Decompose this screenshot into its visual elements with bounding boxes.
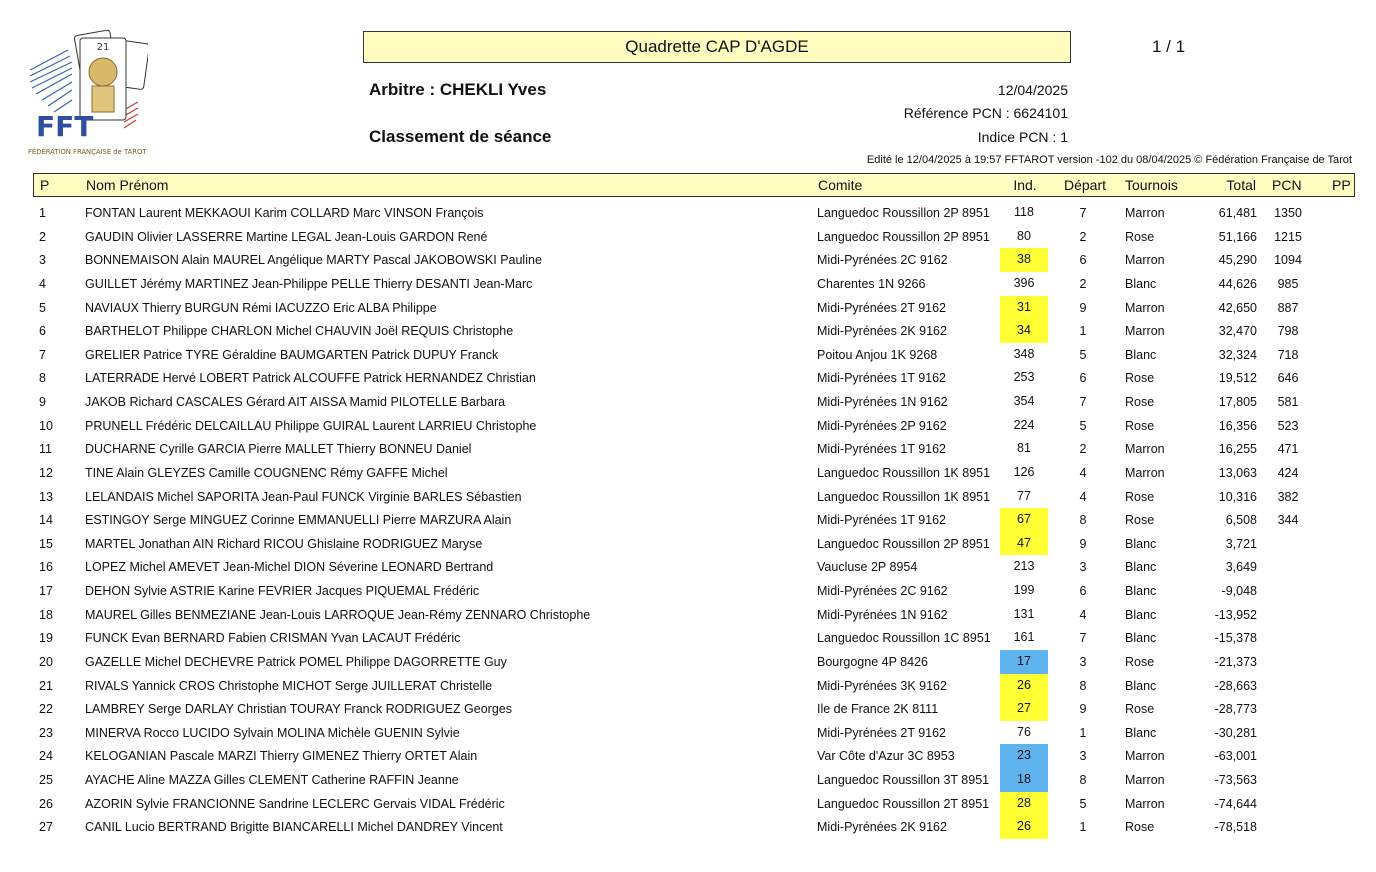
cell-rank: 12 [39, 465, 53, 480]
table-row [33, 201, 1355, 225]
reference-pcn: Référence PCN : 6624101 [903, 105, 1068, 121]
cell-tournois: Marron [1125, 206, 1165, 220]
cell-comite: Ile de France 2K 8111 [817, 702, 939, 717]
cell-rank: 11 [39, 442, 52, 457]
cell-tournois: Rose [1125, 395, 1155, 410]
cell-tournois: Marron [1125, 465, 1165, 480]
cell-tournois: Rose [1125, 513, 1155, 528]
cell-tournois: Blanc [1125, 584, 1157, 599]
cell-depart: 7 [1079, 206, 1087, 220]
cell-depart: 2 [1079, 229, 1087, 244]
cell-pcn: 798 [1277, 324, 1299, 339]
cell-total: -21,373 [1214, 654, 1257, 669]
cell-total: 61,481 [1218, 206, 1257, 220]
cell-name: PRUNELL Frédéric DELCAILLAU Philippe GUIRAL Laurent LARRIEU Christophe [85, 418, 537, 433]
table-row [33, 744, 1355, 768]
svg-text:FÉDÉRATION FRANÇAISE de TAROT: FÉDÉRATION FRANÇAISE de TAROT [28, 148, 147, 156]
cell-comite: Midi-Pyrénées 1T 9162 [817, 371, 947, 386]
cell-name: MAUREL Gilles BENMEZIANE Jean-Louis LARROQUE Jean-Rémy ZENNARO Christophe [85, 607, 591, 622]
table-row [33, 319, 1355, 343]
cell-pcn: 344 [1277, 513, 1299, 528]
cell-total: 17,805 [1218, 395, 1257, 410]
cell-comite: Languedoc Roussillon 3T 8951 [817, 773, 990, 788]
cell-name: AYACHE Aline MAZZA Gilles CLEMENT Catherine RAFFIN Jeanne [85, 773, 459, 788]
cell-name: LATERRADE Hervé LOBERT Patrick ALCOUFFE Patrick HERNANDEZ Christian [85, 371, 536, 386]
cell-name: DEHON Sylvie ASTRIE Karine FEVRIER Jacques PIQUEMAL Frédéric [85, 584, 480, 599]
indice-pcn: Indice PCN : 1 [977, 129, 1068, 145]
cell-rank: 26 [39, 796, 53, 811]
cell-tournois: Rose [1125, 702, 1155, 717]
cell-ind: 38 [1000, 248, 1048, 272]
table-row [33, 485, 1355, 509]
cell-pcn: 424 [1277, 465, 1299, 480]
cell-tournois: Blanc [1125, 276, 1157, 291]
cell-ind: 354 [1013, 394, 1035, 409]
table-row [33, 555, 1355, 579]
cell-rank: 3 [39, 253, 46, 268]
cell-rank: 15 [39, 536, 53, 551]
cell-tournois: Marron [1125, 749, 1165, 764]
cell-total: 32,324 [1218, 347, 1257, 362]
table-row [33, 390, 1355, 414]
cell-depart: 1 [1079, 820, 1087, 835]
cell-comite: Midi-Pyrénées 2C 9162 [817, 584, 948, 599]
table-row [33, 697, 1355, 721]
cell-depart: 1 [1079, 324, 1087, 339]
cell-comite: Languedoc Roussillon 2T 8951 [817, 796, 990, 811]
cell-total: -13,952 [1214, 607, 1257, 622]
cell-pcn: 382 [1277, 489, 1299, 504]
cell-rank: 7 [39, 347, 46, 362]
cell-comite: Languedoc Roussillon 1C 8951 [817, 631, 991, 646]
cell-ind: 126 [1013, 464, 1035, 479]
cell-comite: Midi-Pyrénées 2P 9162 [817, 418, 947, 433]
table-row [33, 366, 1355, 390]
cell-pcn: 1094 [1274, 253, 1302, 268]
table-row [33, 343, 1355, 367]
svg-text:FFT: FFT [36, 110, 94, 143]
cell-total: -9,048 [1221, 584, 1257, 599]
cell-tournois: Blanc [1125, 725, 1157, 740]
svg-text:21: 21 [96, 42, 110, 53]
cell-ind: 76 [1017, 724, 1031, 739]
cell-depart: 4 [1079, 489, 1087, 504]
cell-tournois: Marron [1125, 324, 1165, 339]
cell-name: CANIL Lucio BERTRAND Brigitte BIANCARELLI Michel DANDREY Vincent [85, 820, 503, 835]
cell-comite: Midi-Pyrénées 2K 9162 [817, 820, 947, 835]
table-row [33, 461, 1355, 485]
table-row [33, 792, 1355, 816]
arbitre-label: Arbitre : CHEKLI Yves [369, 80, 547, 99]
cell-name: DUCHARNE Cyrille GARCIA Pierre MALLET Thierry BONNEU Daniel [85, 442, 472, 457]
cell-tournois: Rose [1125, 418, 1155, 433]
col-pp: PP [1332, 177, 1351, 193]
cell-ind: 17 [1000, 650, 1048, 674]
cell-total: -78,518 [1214, 820, 1257, 835]
table-row [33, 603, 1355, 627]
col-ind: Ind. [1013, 177, 1037, 193]
cell-ind: 213 [1013, 559, 1035, 574]
cell-rank: 18 [39, 607, 53, 622]
cell-pcn: 718 [1277, 347, 1299, 362]
cell-name: MARTEL Jonathan AIN Richard RICOU Ghislaine RODRIGUEZ Maryse [85, 536, 483, 551]
table-row [33, 579, 1355, 603]
cell-depart: 4 [1079, 607, 1087, 622]
cell-tournois: Marron [1125, 773, 1165, 788]
cell-total: 51,166 [1218, 229, 1257, 244]
cell-name: FUNCK Evan BERNARD Fabien CRISMAN Yvan LACAUT Frédéric [85, 631, 461, 646]
cell-rank: 17 [39, 584, 53, 599]
table-row [33, 626, 1355, 650]
cell-depart: 3 [1079, 654, 1087, 669]
cell-total: 16,255 [1218, 442, 1257, 457]
cell-depart: 9 [1079, 702, 1087, 717]
cell-rank: 22 [39, 702, 53, 717]
cell-total: 44,626 [1218, 276, 1257, 291]
table-row [33, 508, 1355, 532]
cell-comite: Bourgogne 4P 8426 [817, 654, 928, 669]
cell-depart: 2 [1079, 442, 1087, 457]
cell-tournois: Blanc [1125, 631, 1157, 646]
cell-pcn: 471 [1277, 442, 1299, 457]
cell-depart: 2 [1079, 276, 1087, 291]
cell-ind: 23 [1000, 744, 1048, 768]
cell-rank: 6 [39, 324, 46, 339]
cell-depart: 4 [1079, 465, 1087, 480]
cell-ind: 26 [1000, 674, 1048, 698]
cell-total: 32,470 [1218, 324, 1257, 339]
cell-rank: 21 [39, 678, 53, 693]
cell-tournois: Rose [1125, 489, 1155, 504]
table-row [33, 815, 1355, 839]
cell-rank: 25 [39, 773, 53, 788]
cell-depart: 6 [1079, 371, 1087, 386]
cell-depart: 9 [1079, 536, 1087, 551]
cell-name: NAVIAUX Thierry BURGUN Rémi IACUZZO Eric ALBA Philippe [85, 300, 437, 315]
cell-total: -63,001 [1214, 749, 1257, 764]
cell-name: GUILLET Jérémy MARTINEZ Jean-Philippe PELLE Thierry DESANTI Jean-Marc [85, 276, 533, 291]
table-row [33, 296, 1355, 320]
cell-name: LELANDAIS Michel SAPORITA Jean-Paul FUNCK Virginie BARLES Sébastien [85, 489, 522, 504]
table-row [33, 650, 1355, 674]
cell-pcn: 1350 [1274, 206, 1302, 220]
cell-total: 42,650 [1218, 300, 1257, 315]
cell-depart: 3 [1079, 749, 1087, 764]
cell-tournois: Blanc [1125, 678, 1157, 693]
cell-ind: 34 [1000, 319, 1048, 343]
table-row [33, 768, 1355, 792]
page-number: 1 / 1 [1152, 37, 1186, 56]
cell-tournois: Rose [1125, 371, 1155, 386]
table-row [33, 532, 1355, 556]
table-row [33, 272, 1355, 296]
cell-depart: 7 [1079, 631, 1087, 646]
col-depart: Départ [1063, 177, 1107, 193]
table-row [33, 437, 1355, 461]
cell-name: MINERVA Rocco LUCIDO Sylvain MOLINA Michèle GUENIN Sylvie [85, 725, 460, 740]
table-header [33, 173, 1355, 197]
fft-logo [28, 30, 148, 160]
cell-comite: Midi-Pyrénées 1T 9162 [817, 442, 947, 457]
cell-rank: 10 [39, 418, 53, 433]
cell-depart: 8 [1079, 513, 1087, 528]
cell-rank: 1 [39, 206, 46, 220]
cell-ind: 26 [1000, 815, 1048, 839]
cell-total: 6,508 [1225, 513, 1257, 528]
cell-tournois: Blanc [1125, 607, 1157, 622]
cell-ind: 80 [1017, 228, 1031, 243]
cell-tournois: Marron [1125, 253, 1165, 268]
cell-name: JAKOB Richard CASCALES Gérard AIT AISSA Mamid PILOTELLE Barbara [85, 395, 506, 410]
cell-comite: Languedoc Roussillon 2P 8951 [817, 206, 990, 220]
cell-comite: Var Côte d'Azur 3C 8953 [817, 749, 955, 764]
cell-tournois: Blanc [1125, 560, 1157, 575]
table-row [33, 414, 1355, 438]
cell-name: BARTHELOT Philippe CHARLON Michel CHAUVIN Joël REQUIS Christophe [85, 324, 514, 339]
cell-ind: 118 [1014, 205, 1034, 219]
cell-depart: 5 [1079, 796, 1087, 811]
col-tournois: Tournois [1125, 177, 1178, 193]
cell-rank: 27 [39, 820, 53, 835]
cell-name: GAUDIN Olivier LASSERRE Martine LEGAL Jean-Louis GARDON René [85, 229, 488, 244]
cell-tournois: Rose [1125, 654, 1155, 669]
cell-comite: Charentes 1N 9266 [817, 276, 926, 291]
cell-tournois: Marron [1125, 796, 1165, 811]
cell-rank: 4 [39, 276, 46, 291]
cell-total: -74,644 [1214, 796, 1257, 811]
cell-depart: 9 [1079, 300, 1087, 315]
cell-ind: 18 [1000, 768, 1048, 792]
cell-pcn: 887 [1277, 300, 1299, 315]
cell-comite: Languedoc Roussillon 2P 8951 [817, 229, 990, 244]
date: 12/04/2025 [997, 82, 1068, 98]
col-total: Total [1226, 177, 1256, 193]
cell-ind: 396 [1013, 275, 1035, 290]
cell-rank: 8 [39, 371, 46, 386]
cell-name: TINE Alain GLEYZES Camille COUGNENC Rémy GAFFE Michel [85, 465, 448, 480]
cell-ind: 31 [1000, 296, 1048, 320]
cell-total: -73,563 [1214, 773, 1257, 788]
cell-name: LOPEZ Michel AMEVET Jean-Michel DION Séverine LEONARD Bertrand [85, 560, 494, 575]
cell-name: GAZELLE Michel DECHEVRE Patrick POMEL Philippe DAGORRETTE Guy [85, 654, 507, 669]
cell-tournois: Rose [1125, 820, 1155, 835]
cell-total: -28,663 [1214, 678, 1257, 693]
cell-comite: Languedoc Roussillon 2P 8951 [817, 536, 990, 551]
cell-total: -28,773 [1214, 702, 1257, 717]
cell-ind: 224 [1013, 417, 1035, 432]
cell-tournois: Marron [1125, 300, 1165, 315]
cell-depart: 6 [1079, 253, 1087, 268]
cell-tournois: Marron [1125, 442, 1165, 457]
cell-rank: 19 [39, 631, 53, 646]
cell-tournois: Rose [1125, 229, 1155, 244]
cell-comite: Midi-Pyrénées 2T 9162 [817, 300, 947, 315]
cell-name: LAMBREY Serge DARLAY Christian TOURAY Franck RODRIGUEZ Georges [85, 702, 512, 717]
cell-name: KELOGANIAN Pascale MARZI Thierry GIMENEZ Thierry ORTET Alain [85, 749, 478, 764]
cell-total: 16,356 [1218, 418, 1257, 433]
cell-total: 3,721 [1225, 536, 1257, 551]
cell-depart: 6 [1079, 584, 1087, 599]
cell-total: 19,512 [1218, 371, 1257, 386]
cell-total: 10,316 [1218, 489, 1257, 504]
cell-rank: 14 [39, 513, 53, 528]
cell-comite: Languedoc Roussillon 1K 8951 [817, 489, 991, 504]
cell-total: 13,063 [1218, 465, 1257, 480]
subtitle: Classement de séance [369, 127, 552, 146]
cell-tournois: Blanc [1125, 347, 1157, 362]
cell-comite: Midi-Pyrénées 1T 9162 [817, 513, 947, 528]
cell-pcn: 646 [1277, 371, 1299, 386]
cell-ind: 67 [1000, 508, 1048, 532]
cell-pcn: 581 [1277, 395, 1299, 410]
cell-comite: Midi-Pyrénées 1N 9162 [817, 395, 948, 410]
cell-comite: Midi-Pyrénées 2K 9162 [817, 324, 947, 339]
cell-depart: 5 [1079, 347, 1087, 362]
cell-depart: 8 [1079, 773, 1087, 788]
cell-depart: 7 [1079, 395, 1087, 410]
cell-pcn: 985 [1277, 276, 1299, 291]
table-row [33, 225, 1355, 249]
col-comite: Comite [818, 177, 863, 193]
cell-name: ESTINGOY Serge MINGUEZ Corinne EMMANUELLI Pierre MARZURA Alain [85, 513, 512, 528]
cell-ind: 161 [1013, 630, 1035, 645]
cell-comite: Midi-Pyrénées 2C 9162 [817, 253, 948, 268]
cell-rank: 20 [39, 654, 53, 669]
cell-ind: 81 [1017, 441, 1031, 456]
cell-rank: 24 [39, 749, 53, 764]
cell-rank: 13 [39, 489, 53, 504]
cell-comite: Vaucluse 2P 8954 [817, 560, 918, 575]
cell-ind: 77 [1017, 488, 1031, 503]
table-row [33, 248, 1355, 272]
cell-comite: Midi-Pyrénées 2T 9162 [817, 725, 947, 740]
cell-tournois: Blanc [1125, 536, 1157, 551]
cell-rank: 2 [39, 229, 46, 244]
cell-rank: 9 [39, 395, 46, 410]
cell-depart: 1 [1079, 725, 1087, 740]
cell-rank: 16 [39, 560, 53, 575]
cell-depart: 3 [1079, 560, 1087, 575]
cell-ind: 27 [1000, 697, 1048, 721]
cell-rank: 23 [39, 725, 53, 740]
cell-ind: 199 [1013, 583, 1035, 598]
col-name: Nom Prénom [86, 177, 169, 193]
cell-name: RIVALS Yannick CROS Christophe MICHOT Serge JUILLERAT Christelle [85, 678, 493, 693]
cell-pcn: 523 [1277, 418, 1299, 433]
cell-name: BONNEMAISON Alain MAUREL Angélique MARTY Pascal JAKOBOWSKI Pauline [85, 253, 542, 268]
cell-total: -15,378 [1214, 631, 1257, 646]
cell-name: FONTAN Laurent MEKKAOUI Karim COLLARD Marc VINSON François [85, 206, 484, 220]
cell-ind: 131 [1013, 606, 1035, 621]
cell-comite: Poitou Anjou 1K 9268 [817, 347, 938, 362]
table-row [33, 674, 1355, 698]
col-p: P [40, 177, 50, 193]
cell-ind: 348 [1013, 346, 1035, 361]
document-title: Quadrette CAP D'AGDE [363, 31, 1071, 63]
cell-comite: Languedoc Roussillon 1K 8951 [817, 465, 991, 480]
cell-pcn: 1215 [1274, 229, 1302, 244]
cell-ind: 253 [1013, 370, 1035, 385]
cell-total: 45,290 [1218, 253, 1257, 268]
cell-name: GRELIER Patrice TYRE Géraldine BAUMGARTEN Patrick DUPUY Franck [85, 347, 499, 362]
cell-ind: 28 [1000, 792, 1048, 816]
table-row [33, 721, 1355, 745]
cell-rank: 5 [39, 300, 46, 315]
cell-total: 3,649 [1225, 560, 1257, 575]
cell-total: -30,281 [1214, 725, 1257, 740]
cell-depart: 5 [1079, 418, 1087, 433]
col-pcn: PCN [1272, 177, 1302, 193]
cell-comite: Midi-Pyrénées 3K 9162 [817, 678, 947, 693]
cell-comite: Midi-Pyrénées 1N 9162 [817, 607, 948, 622]
cell-ind: 47 [1000, 532, 1048, 556]
cell-depart: 8 [1079, 678, 1087, 693]
cell-name: AZORIN Sylvie FRANCIONNE Sandrine LECLERC Gervais VIDAL Frédéric [85, 796, 505, 811]
edited-note: Edité le 12/04/2025 à 19:57 FFTAROT version -102 du 08/04/2025 © Fédération Française de Tarot [866, 154, 1352, 166]
